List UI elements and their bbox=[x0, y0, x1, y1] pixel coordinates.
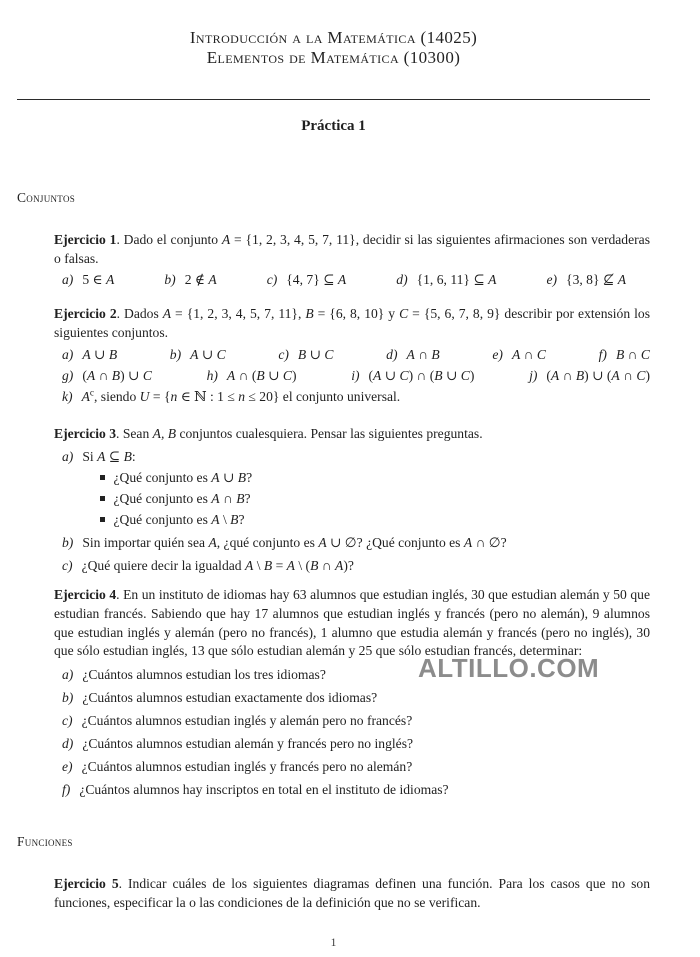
math-var: A bbox=[106, 272, 115, 287]
bold-text: Ejercicio 3 bbox=[54, 426, 117, 441]
math-var: A bbox=[463, 535, 473, 550]
text-run: ¿Qué conjunto es bbox=[113, 512, 212, 527]
text-run: 2 ∉ bbox=[184, 272, 209, 287]
square-bullet-icon bbox=[100, 496, 105, 501]
text-run: ( bbox=[546, 368, 551, 383]
text-run: {4, 7} ⊆ bbox=[286, 272, 338, 287]
text-run: Si bbox=[82, 449, 98, 464]
option-item bbox=[386, 344, 440, 365]
text-run: , ¿qué conjunto es bbox=[216, 535, 319, 550]
text-run: 5 ∈ bbox=[82, 272, 106, 287]
text-run: = {1, 2, 3, 4, 5, 7, 11}, decidir si las siguientes afirmaciones son verdaderas o falsas. bbox=[54, 232, 650, 266]
ej2-row-3 bbox=[54, 386, 650, 407]
math-var: n bbox=[238, 389, 246, 404]
math-var: B bbox=[237, 470, 247, 485]
item-text bbox=[298, 347, 334, 362]
ej4-question-list bbox=[54, 665, 650, 799]
document-body bbox=[17, 190, 650, 912]
math-var: B bbox=[305, 306, 314, 321]
option-item bbox=[396, 269, 496, 290]
square-bullet-icon bbox=[100, 475, 105, 480]
question-item bbox=[54, 780, 650, 799]
item-label: d) bbox=[386, 347, 398, 362]
math-var: A bbox=[373, 368, 382, 383]
item-text bbox=[82, 690, 377, 705]
item-text bbox=[227, 368, 297, 383]
text-run: Sin importar quién sea bbox=[82, 535, 209, 550]
question-item bbox=[54, 533, 650, 552]
text-run: ∪ bbox=[264, 368, 283, 383]
item-text bbox=[406, 347, 439, 362]
text-run: ? bbox=[244, 491, 251, 506]
text-run: ∪ ∅? ¿Qué conjunto es bbox=[326, 535, 464, 550]
item-text bbox=[79, 782, 448, 797]
item-label: h) bbox=[206, 368, 218, 383]
item-text bbox=[82, 713, 413, 728]
item-text bbox=[82, 272, 114, 287]
item-text bbox=[616, 347, 650, 362]
ej2-row-2 bbox=[54, 365, 650, 386]
item-label: k) bbox=[62, 389, 73, 404]
text-run: )? bbox=[343, 558, 354, 573]
option-item bbox=[170, 344, 226, 365]
text-run: ∩ bbox=[559, 368, 576, 383]
math-var: C bbox=[536, 347, 546, 362]
item-label: c) bbox=[62, 713, 73, 729]
math-var: A bbox=[221, 232, 231, 247]
text-run: ∩ bbox=[414, 347, 432, 362]
item-label: e) bbox=[62, 759, 73, 775]
bullet-item bbox=[100, 468, 650, 487]
text-run: ∪ bbox=[442, 368, 461, 383]
math-var: C bbox=[399, 368, 409, 383]
text-run: ∪ bbox=[198, 347, 217, 362]
math-var: B bbox=[431, 347, 440, 362]
text-run: ¿Qué conjunto es bbox=[113, 491, 212, 506]
item-text bbox=[82, 535, 506, 550]
text-run: ( bbox=[82, 368, 87, 383]
math-var: A bbox=[406, 347, 415, 362]
item-label: a) bbox=[62, 272, 74, 287]
option-item bbox=[62, 389, 400, 404]
text-run: ) ∪ ( bbox=[584, 368, 612, 383]
math-var: A bbox=[211, 491, 220, 506]
text-run: . Sean bbox=[116, 426, 153, 441]
course-title-line1: Introducción a la Matemática (14025) bbox=[189, 28, 478, 47]
item-label: b) bbox=[62, 690, 74, 706]
math-var: C bbox=[282, 368, 292, 383]
math-var: B bbox=[615, 347, 625, 362]
math-var: A bbox=[162, 306, 172, 321]
math-var: A bbox=[208, 535, 217, 550]
ej4-paragraph bbox=[54, 586, 650, 661]
item-text bbox=[286, 272, 346, 287]
item-label: e) bbox=[492, 347, 503, 362]
math-var: A bbox=[97, 449, 106, 464]
question-item bbox=[54, 734, 650, 753]
superscript: c bbox=[89, 387, 94, 398]
math-var: B bbox=[236, 491, 245, 506]
math-var: B bbox=[230, 512, 239, 527]
text-run: ∪ bbox=[219, 470, 238, 485]
item-label: c) bbox=[62, 558, 73, 573]
text-run: conjuntos cualesquiera. Pensar las siguientes preguntas. bbox=[176, 426, 483, 441]
text-run: ∩ bbox=[619, 368, 637, 383]
option-item bbox=[599, 344, 650, 365]
item-text bbox=[82, 558, 354, 573]
text-run: ¿Qué quiere decir la igualdad bbox=[81, 558, 245, 573]
math-var: A bbox=[211, 470, 220, 485]
text-run: = {5, 6, 7, 8, 9} describir por extensión los siguientes conjuntos. bbox=[54, 306, 651, 340]
text-run: ¿Cuántos alumnos hay inscriptos en total en el instituto de idiomas? bbox=[79, 782, 449, 798]
text-run: ¿Cuántos alumnos estudian alemán y francés pero no inglés? bbox=[82, 736, 414, 752]
math-var: B bbox=[575, 368, 585, 383]
text-run: ∩ bbox=[95, 368, 112, 383]
ej3-question-list bbox=[54, 447, 650, 575]
math-var: A bbox=[335, 558, 344, 573]
text-run: : bbox=[131, 449, 136, 464]
text-run: = {6, 8, 10} y bbox=[313, 306, 400, 321]
text-run: ≤ 20} el conjunto universal. bbox=[245, 389, 401, 404]
text-run: ¿Qué conjunto es bbox=[113, 470, 212, 485]
text-run: ⊆ bbox=[105, 449, 124, 464]
text-run: ) bbox=[645, 368, 650, 383]
text-run: ? bbox=[246, 470, 253, 485]
text-run: ¿Cuántos alumnos estudian inglés y francés pero no alemán? bbox=[81, 759, 413, 775]
item-label: b) bbox=[164, 272, 176, 287]
watermark: ALTILLO.COM bbox=[418, 653, 600, 683]
text-run: ∪ bbox=[306, 347, 325, 362]
math-var: A bbox=[511, 347, 521, 362]
text-run: ¿Cuántos alumnos estudian exactamente dos idiomas? bbox=[82, 690, 378, 706]
text-run: . Dados bbox=[116, 306, 163, 321]
text-run: ) bbox=[291, 368, 297, 383]
math-var: U bbox=[139, 389, 150, 404]
math-var: A bbox=[190, 347, 199, 362]
text-run: ∩ bbox=[318, 558, 336, 573]
math-var: C bbox=[460, 368, 470, 383]
math-var: A bbox=[245, 558, 254, 573]
practice-title: Práctica 1 bbox=[301, 118, 366, 134]
ej5-paragraph bbox=[54, 874, 650, 912]
text-run: \ ( bbox=[294, 558, 311, 573]
ej1-options-row bbox=[54, 269, 626, 290]
bold-text: Ejercicio 5 bbox=[54, 876, 119, 892]
item-label: b) bbox=[62, 535, 74, 550]
section-heading-funciones: Funciones bbox=[17, 834, 73, 850]
item-text bbox=[82, 667, 326, 682]
text-run: . Dado el conjunto bbox=[116, 232, 222, 247]
horizontal-rule bbox=[17, 99, 650, 100]
bullet-text bbox=[114, 491, 251, 506]
item-label: g) bbox=[62, 368, 74, 383]
math-var: B bbox=[111, 368, 121, 383]
math-var: C bbox=[216, 347, 226, 362]
math-var: B bbox=[108, 347, 118, 362]
math-var: A bbox=[81, 389, 90, 404]
bold-text: Ejercicio 2 bbox=[54, 306, 117, 321]
option-item bbox=[278, 344, 333, 365]
text-run: . En un instituto de idiomas hay 63 alumnos que estudian inglés, 30 que estudian alemán y 50 que estudian francés. Sabiendo que hay 17 alumnos que estudian inglés y francés (pero no alemán), 9 alumnos que estudian inglés y alemán (pero no francés), 1 alumno que estudia alemán y francés (pero no inglés), 30 que sólo estudian inglés, 13 que sólo estudian alemán y 25 que sólo estudian francés, determinar: bbox=[54, 587, 650, 659]
text-run: ∩ bbox=[624, 347, 641, 362]
math-var: B bbox=[434, 368, 443, 383]
math-var: A bbox=[617, 272, 626, 287]
item-label: d) bbox=[396, 272, 408, 287]
item-label: c) bbox=[266, 272, 278, 287]
bullet-text bbox=[114, 512, 245, 527]
square-bullet-icon bbox=[100, 517, 105, 522]
course-title-line2: Elementos de Matemática (10300) bbox=[206, 48, 461, 67]
question-item bbox=[54, 711, 650, 730]
item-text bbox=[512, 347, 546, 362]
text-run: {3, 8} ⊈ bbox=[566, 272, 618, 287]
text-run: ) ∩ ( bbox=[408, 368, 435, 383]
text-run: \ bbox=[253, 558, 264, 573]
section-funciones bbox=[17, 834, 650, 912]
option-item bbox=[351, 365, 474, 386]
page-number: 1 bbox=[330, 937, 337, 949]
item-label: c) bbox=[278, 347, 289, 362]
ej1-paragraph bbox=[54, 230, 650, 268]
text-run: \ bbox=[219, 512, 231, 527]
text-run: ∪ bbox=[381, 368, 400, 383]
item-label: b) bbox=[169, 347, 182, 362]
text-run: ) ∪ bbox=[120, 368, 143, 383]
item-label: f) bbox=[62, 782, 71, 798]
item-text bbox=[566, 272, 626, 287]
text-run: ¿Cuántos alumnos estudian inglés y alemán pero no francés? bbox=[81, 713, 413, 729]
math-var: C bbox=[640, 347, 650, 362]
math-var: A bbox=[550, 368, 560, 383]
option-item bbox=[62, 365, 152, 386]
text-run: . Indicar cuáles de los siguientes diagramas definen una función. Para los casos que no son funciones, especificar la o las condiciones de la definición que no se verifican. bbox=[54, 876, 651, 911]
math-var: B bbox=[123, 449, 132, 464]
option-item bbox=[492, 344, 546, 365]
item-label: f) bbox=[598, 347, 607, 362]
item-text bbox=[369, 368, 475, 383]
item-label: a) bbox=[62, 449, 74, 464]
text-run: = { bbox=[149, 389, 171, 404]
bold-text: Ejercicio 4 bbox=[54, 587, 117, 602]
item-text bbox=[82, 736, 413, 751]
question-item bbox=[54, 556, 650, 575]
question-item bbox=[54, 757, 650, 776]
text-run: ( bbox=[368, 368, 374, 383]
option-item bbox=[164, 269, 216, 290]
text-run: , siendo bbox=[93, 389, 140, 404]
item-text bbox=[82, 347, 117, 362]
math-var: B bbox=[256, 368, 265, 383]
item-label: a) bbox=[62, 667, 74, 683]
math-var: C bbox=[142, 368, 152, 383]
question-item bbox=[54, 688, 650, 707]
bullet-item bbox=[100, 489, 650, 508]
item-text bbox=[82, 759, 413, 774]
section-heading-conjuntos: Conjuntos bbox=[17, 190, 76, 205]
math-var: A bbox=[611, 368, 620, 383]
ej2-row-1 bbox=[54, 344, 650, 365]
section-conjuntos bbox=[17, 190, 650, 799]
option-item bbox=[207, 365, 297, 386]
math-var: B bbox=[310, 558, 319, 573]
item-text bbox=[82, 449, 135, 464]
item-label: i) bbox=[351, 368, 360, 383]
item-label: a) bbox=[62, 347, 74, 362]
math-var: A, B bbox=[152, 426, 177, 441]
text-run: ¿Cuántos alumnos estudian los tres idiomas? bbox=[82, 667, 326, 683]
option-item bbox=[267, 269, 347, 290]
math-var: B bbox=[263, 558, 273, 573]
math-var: n bbox=[170, 389, 178, 404]
bullet-text bbox=[114, 470, 253, 485]
math-var: C bbox=[399, 306, 409, 321]
item-label: d) bbox=[62, 736, 74, 752]
option-item bbox=[62, 344, 117, 365]
math-var: A bbox=[86, 368, 96, 383]
math-var: C bbox=[324, 347, 334, 362]
item-text bbox=[82, 389, 401, 404]
text-run: ∈ ℕ : 1 ≤ bbox=[177, 389, 239, 404]
math-var: A bbox=[337, 272, 347, 287]
text-run: = bbox=[272, 558, 287, 573]
math-var: A bbox=[286, 558, 295, 573]
option-item bbox=[529, 365, 650, 386]
question-item bbox=[54, 447, 650, 466]
text-run: ∩ ∅? bbox=[472, 535, 507, 550]
item-text bbox=[82, 368, 152, 383]
item-label: j) bbox=[529, 368, 538, 383]
document-header bbox=[17, 28, 650, 68]
text-run: ∩ bbox=[219, 491, 237, 506]
math-var: A bbox=[211, 512, 220, 527]
text-column bbox=[17, 0, 650, 912]
text-run: ∪ bbox=[90, 347, 109, 362]
item-text bbox=[190, 347, 226, 362]
ej2-paragraph bbox=[54, 304, 650, 342]
bullet-item bbox=[100, 510, 650, 529]
math-var: A bbox=[82, 347, 91, 362]
item-text bbox=[185, 272, 217, 287]
item-label: e) bbox=[546, 272, 558, 287]
text-run: ∩ bbox=[520, 347, 537, 362]
text-run: {1, 6, 11} ⊆ bbox=[416, 272, 489, 287]
math-var: A bbox=[488, 272, 497, 287]
item-text bbox=[546, 368, 650, 383]
option-item bbox=[546, 269, 626, 290]
item-text bbox=[417, 272, 497, 287]
text-run: ) bbox=[469, 368, 475, 383]
option-item bbox=[62, 269, 114, 290]
math-var: A bbox=[226, 368, 236, 383]
math-var: A bbox=[318, 535, 327, 550]
math-var: B bbox=[297, 347, 307, 362]
text-run: ? bbox=[238, 512, 245, 527]
bold-text: Ejercicio 1 bbox=[54, 232, 117, 247]
math-var: A bbox=[208, 272, 217, 287]
ej3-paragraph bbox=[54, 424, 650, 443]
text-run: = {1, 2, 3, 4, 5, 7, 11}, bbox=[171, 306, 306, 321]
math-var: C bbox=[636, 368, 646, 383]
text-run: ∩ ( bbox=[235, 368, 257, 383]
